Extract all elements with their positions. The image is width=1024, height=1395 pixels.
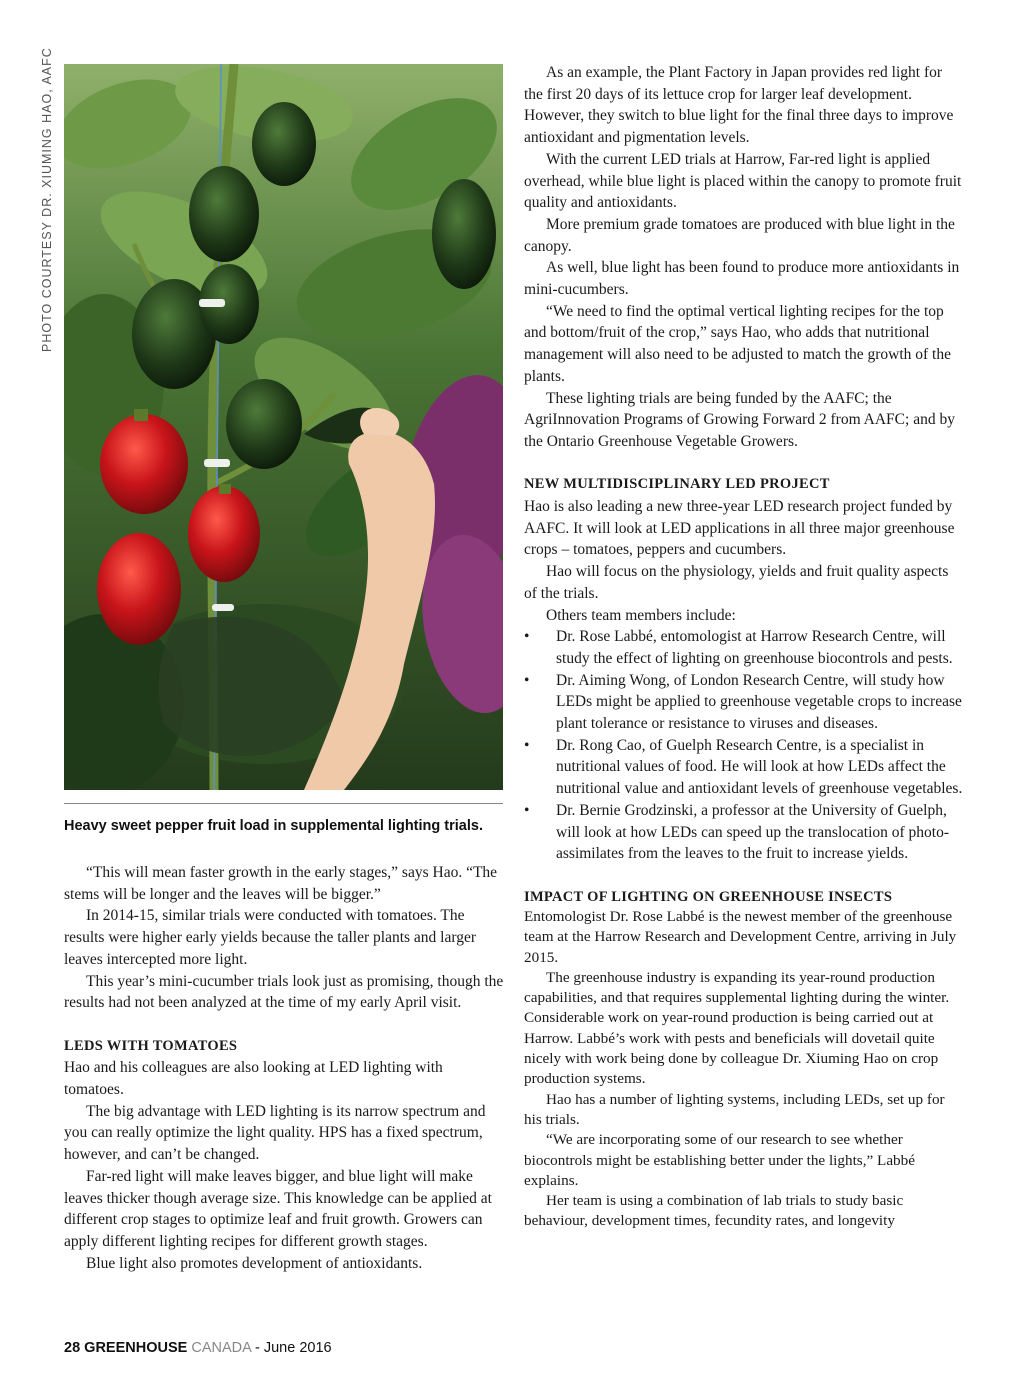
pepper-plant-illustration — [64, 64, 503, 790]
right-column — [524, 62, 964, 1232]
section-heading-leds-tomatoes: LEDS WITH TOMATOES — [64, 1037, 238, 1054]
body-paragraph: Hao has a number of lighting systems, including LEDs, set up for his trials. — [524, 1090, 945, 1128]
body-paragraph: With the current LED trials at Harrow, Far-red light is applied overhead, while blue light is placed within the canopy to promote fruit quality and antioxidants. — [524, 150, 962, 212]
body-paragraph: As well, blue light has been found to produce more antioxidants in mini-cucumbers. — [524, 259, 960, 299]
body-paragraph: The big advantage with LED lighting is its narrow spectrum and you can really optimize the light quality. HPS has a fixed spectrum, however, and can’t be changed. — [64, 1102, 486, 1164]
photo-credit: PHOTO COURTESY DR. XIUMING HAO, AAFC — [40, 47, 54, 352]
magazine-name: GREENHOUSE — [84, 1340, 188, 1356]
left-column — [64, 862, 504, 1274]
magazine-name-light: CANADA — [191, 1340, 251, 1356]
list-item — [524, 626, 964, 669]
body-paragraph: In 2014-15, similar trials were conducted with tomatoes. The results were higher early yields because the taller plants and larger leaves intercepted more light. — [64, 907, 477, 968]
body-paragraph: Blue light also promotes development of antioxidants. — [86, 1254, 423, 1272]
body-paragraph: More premium grade tomatoes are produced with blue light in the canopy. — [524, 215, 955, 255]
list-item-text: Dr. Rose Labbé, entomologist at Harrow Research Centre, will study the effect of lighting on greenhouse biocontrols and pests. — [556, 628, 953, 667]
pepper-photo — [64, 64, 503, 790]
body-paragraph: “This will mean faster growth in the early stages,” says Hao. “The stems will be longer and the leaves will be bigger.” — [64, 864, 498, 903]
bullet-icon: • — [524, 628, 530, 646]
body-paragraph: Her team is using a combination of lab trials to study basic behaviour, development times, fecundity rates, and longevity — [524, 1192, 904, 1230]
section-lead: Hao is also leading a new three-year LED research project funded by AAFC. It will look at LED applications in all three major greenhouse crops – tomatoes, peppers and cucumbers. — [524, 498, 955, 559]
body-paragraph: Others team members include: — [546, 606, 736, 624]
section-heading-insects: IMPACT OF LIGHTING ON GREENHOUSE INSECTS — [524, 888, 893, 905]
body-paragraph: This year’s mini-cucumber trials look just as promising, though the results had not been analyzed at the time of my early April visit. — [64, 972, 504, 1012]
issue-date: - June 2016 — [255, 1340, 332, 1356]
photo-caption: Heavy sweet pepper fruit load in supplemental lighting trials. — [64, 818, 483, 834]
caption-rule — [64, 803, 503, 804]
bullet-icon: • — [524, 801, 530, 819]
section-lead: Hao and his colleagues are also looking at LED lighting with tomatoes. — [64, 1059, 443, 1099]
list-item-text: Dr. Rong Cao, of Guelph Research Centre, is a specialist in nutritional values of food. He will look at how LEDs affect the nutritional value and antioxidant levels of greenhouse vegetables. — [556, 736, 963, 798]
page-number: 28 — [64, 1340, 81, 1356]
list-item — [524, 735, 964, 800]
list-item-text: Dr. Bernie Grodzinski, a professor at the University of Guelph, will look at how LEDs can speed up the translocation of photo-assimilates from the leaves to the fruit to increase yields. — [556, 801, 950, 863]
bullet-icon: • — [524, 671, 530, 689]
list-item — [524, 670, 964, 735]
team-members-list — [524, 626, 964, 865]
body-paragraph: Hao will focus on the physiology, yields and fruit quality aspects of the trials. — [524, 563, 949, 602]
insects-section — [524, 887, 964, 1232]
bullet-icon: • — [524, 736, 530, 754]
body-paragraph: Far-red light will make leaves bigger, and blue light will make leaves thicker though average size. This knowledge can be applied at different crop stages to optimize leaf and fruit growth. Growers can apply different lighting recipes for different growth stages. — [64, 1167, 492, 1250]
section-lead: Entomologist Dr. Rose Labbé is the newest member of the greenhouse team at the Harrow Research and Development Centre, arriving in July 2015. — [524, 907, 957, 966]
body-paragraph: These lighting trials are being funded by the AAFC; the AgriInnovation Programs of Growing Forward 2 from AAFC; and by the Ontario Greenhouse Vegetable Growers. — [524, 389, 955, 450]
page-footer — [64, 1340, 332, 1356]
list-item — [524, 800, 964, 865]
body-paragraph: “We need to find the optimal vertical lighting recipes for the top and bottom/fruit of the crop,” says Hao, who adds that nutritional management will also need to be adjusted to match the growth of the plants. — [524, 302, 951, 385]
list-item-text: Dr. Aiming Wong, of London Research Centre, will study how LEDs might be applied to greenhouse vegetable crops to increase plant tolerance or resistance to viruses and diseases. — [556, 671, 962, 733]
body-paragraph: The greenhouse industry is expanding its year-round production capabilities, and that requires supplemental lighting during the winter. Considerable work on year-round production is being carried out at Harrow. Labbé’s work with pests and beneficials will dovetail quite nicely with work being done by colleague Dr. Xiuming Hao on crop production systems. — [524, 968, 950, 1088]
section-heading-led-project: NEW MULTIDISCIPLINARY LED PROJECT — [524, 476, 830, 493]
body-paragraph: “We are incorporating some of our research to see whether biocontrols might be establishing better under the lights,” Labbé explains. — [524, 1131, 915, 1189]
body-paragraph: As an example, the Plant Factory in Japan provides red light for the first 20 days of its lettuce crop for larger leaf development. However, they switch to blue light for the final three days to improve antioxidant and pigmentation levels. — [524, 64, 954, 147]
